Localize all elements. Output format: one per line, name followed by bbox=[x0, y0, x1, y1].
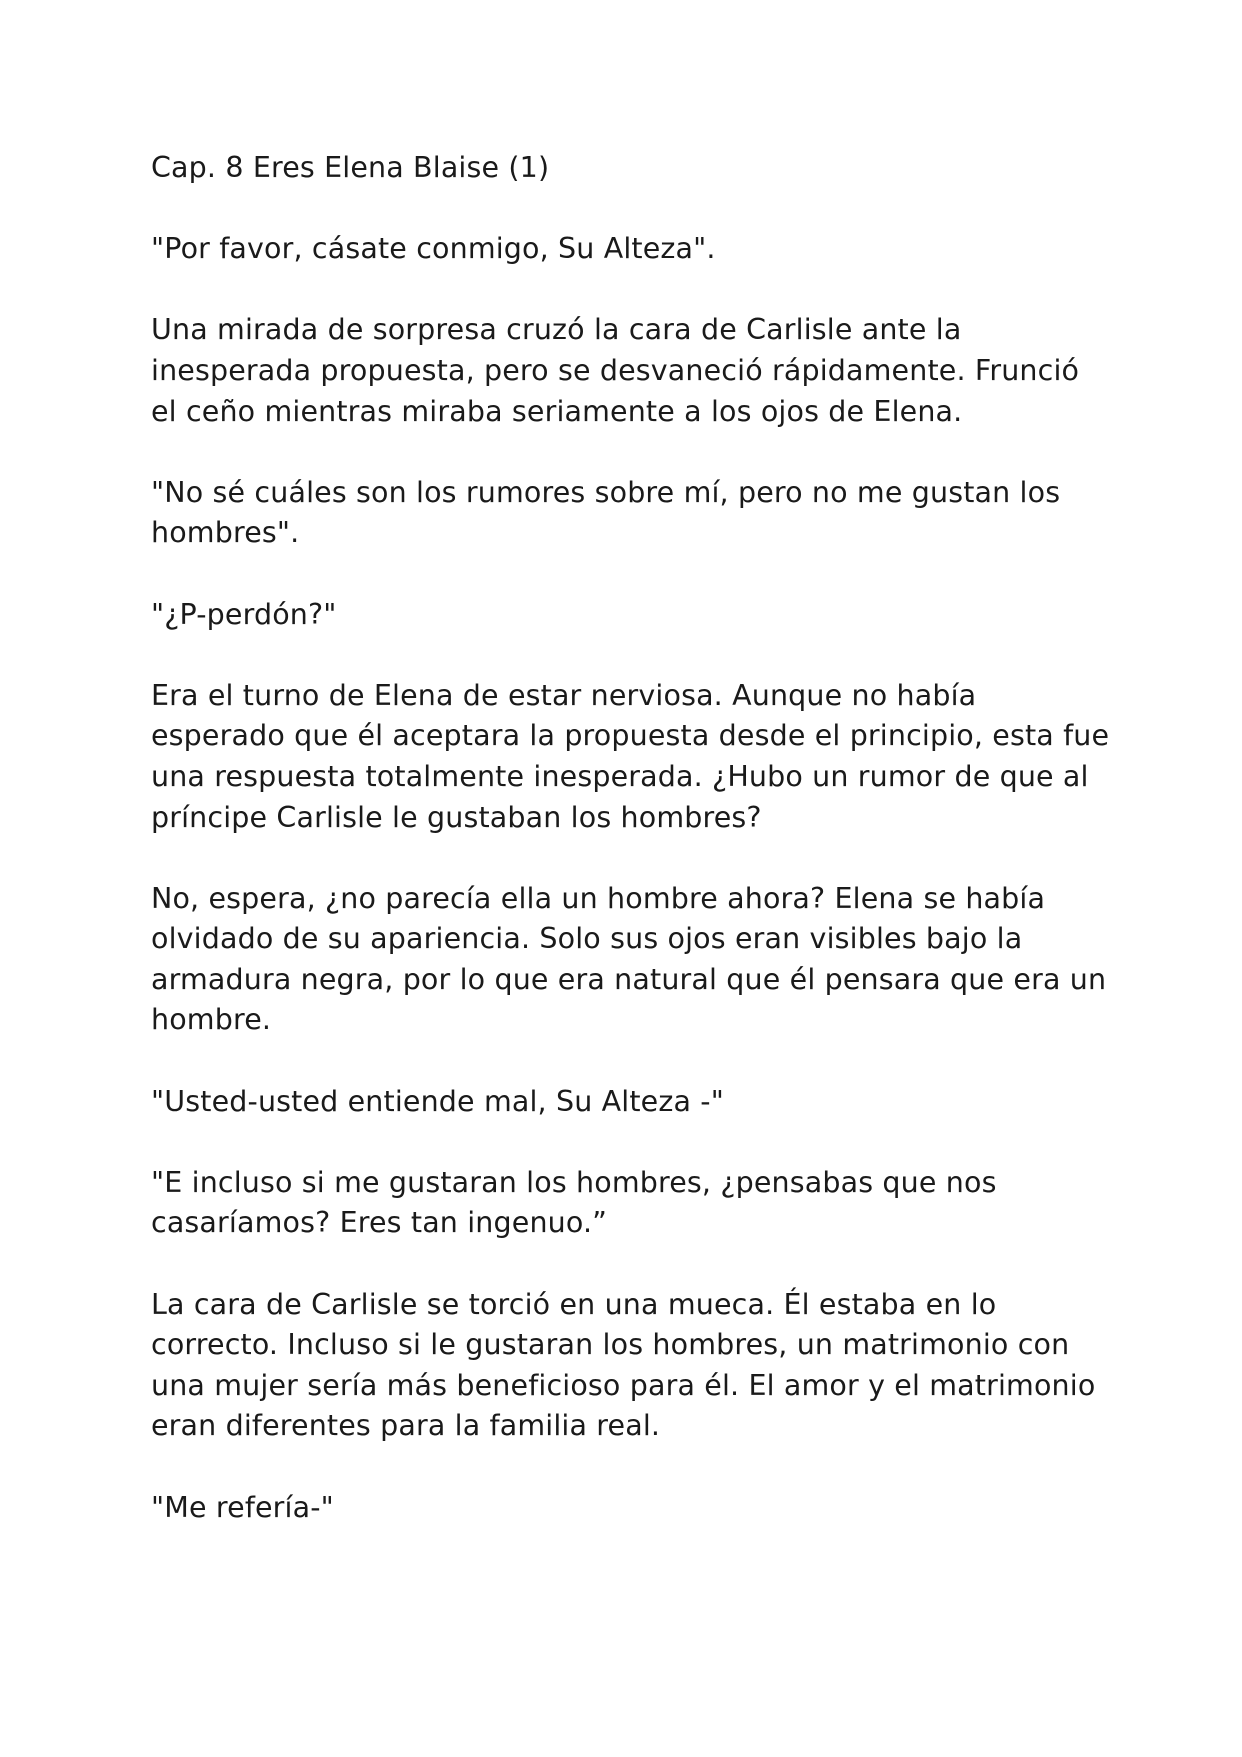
paragraph-5: Era el turno de Elena de estar nerviosa. Aunque no había esperado que él aceptara la propuesta desde el principio, esta fue una respuesta totalmente inesperada. ¿Hubo un rumor de que al príncipe Carlisle le gustaban los hombres? bbox=[151, 678, 1110, 834]
paragraph-7: "Usted-usted entiende mal, Su Alteza -" bbox=[151, 1084, 724, 1118]
chapter-heading: Cap. 8 Eres Elena Blaise (1) bbox=[151, 151, 550, 184]
paragraph-10: "Me refería-" bbox=[151, 1490, 334, 1524]
paragraph-1: "Por favor, cásate conmigo, Su Alteza". bbox=[151, 232, 716, 266]
paragraph-6: No, espera, ¿no parecía ella un hombre ahora? Elena se había olvidado de su apariencia. Solo sus ojos eran visibles bajo la armadura negra, por lo que era natural que él pensara que era un hombre. bbox=[151, 881, 1107, 1037]
document-body bbox=[151, 148, 1111, 1569]
paragraph-8: "E incluso si me gustaran los hombres, ¿pensabas que nos casaríamos? Eres tan ingenuo.” bbox=[151, 1165, 997, 1240]
paragraph-3: "No sé cuáles son los rumores sobre mí, pero no me gustan los hombres". bbox=[151, 475, 1061, 550]
paragraph-9: La cara de Carlisle se torció en una mueca. Él estaba en lo correcto. Incluso si le gustaran los hombres, un matrimonio con una mujer sería más beneficioso para él. El amor y el matrimonio eran diferentes para la familia real. bbox=[151, 1287, 1096, 1443]
paragraph-2: Una mirada de sorpresa cruzó la cara de Carlisle ante la inesperada propuesta, pero se desvaneció rápidamente. Frunció el ceño mientras miraba seriamente a los ojos de Elena. bbox=[151, 313, 1080, 428]
paragraph-4: "¿P-perdón?" bbox=[151, 597, 337, 631]
